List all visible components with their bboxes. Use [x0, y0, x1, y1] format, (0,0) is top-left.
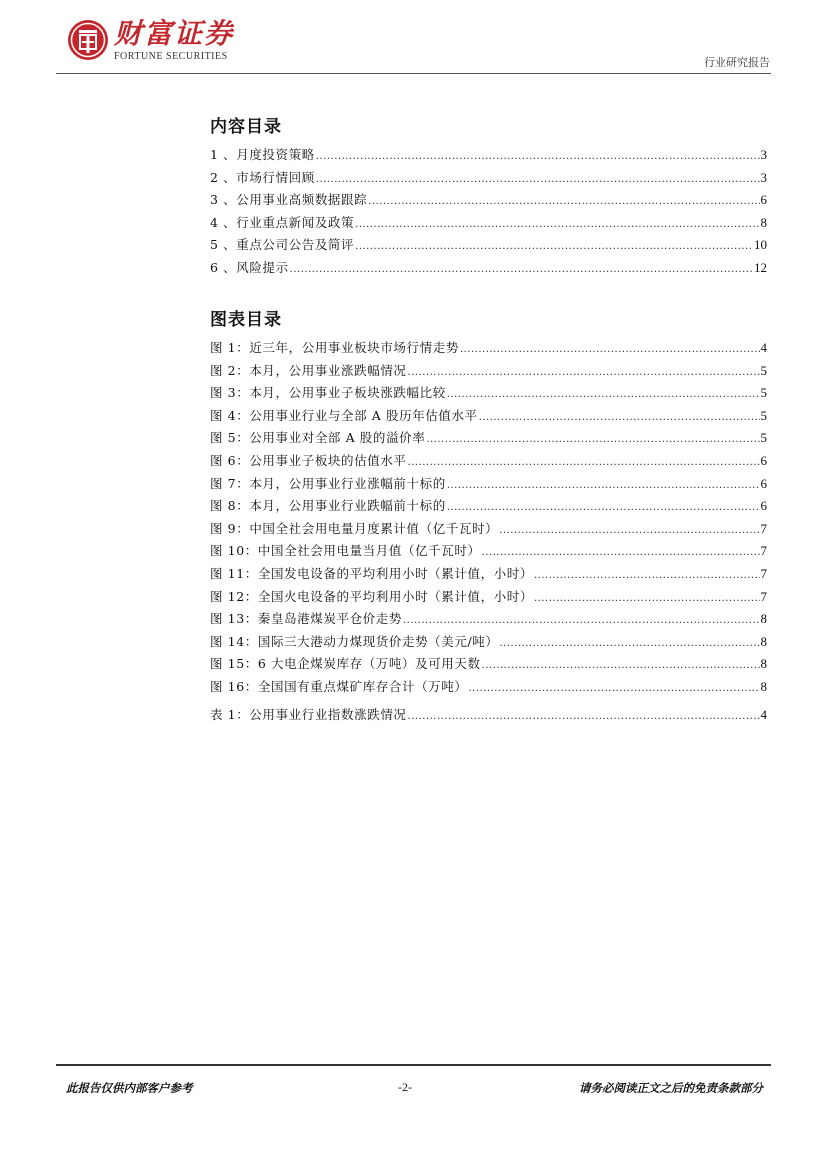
figure-entry[interactable]: 图 6：公用事业子板块的估值水平 ..... 6: [210, 451, 767, 474]
toc-entry[interactable]: 2 、市场行情回顾 ..... 3: [210, 168, 767, 191]
figure-entry[interactable]: 图 3：本月，公用事业子板块涨跌幅比较 ..... 5: [210, 383, 767, 406]
figure-entry[interactable]: 图 13：秦皇岛港煤炭平仓价走势 ..... 8: [210, 609, 767, 632]
tables-list: [210, 705, 767, 728]
company-logo: [66, 18, 234, 62]
figure-entry[interactable]: 图 9：中国全社会用电量月度累计值（亿千瓦时） ..... 7: [210, 519, 767, 542]
toc-entry[interactable]: 1 、月度投资策略 ..... 3: [210, 145, 767, 168]
logo-chinese-name: 财富证券: [114, 17, 235, 50]
figure-entry[interactable]: 图 14：国际三大港动力煤现货价走势（美元/吨） ..... 8: [210, 632, 767, 655]
figure-entry[interactable]: 图 5：公用事业对全部 A 股的溢价率 ..... 5: [210, 428, 767, 451]
report-type-label: 行业研究报告: [704, 56, 770, 69]
page-header: [0, 0, 827, 80]
footer-divider: [56, 1064, 771, 1066]
toc-entry[interactable]: 6 、风险提示 ..... 12: [210, 258, 767, 281]
footer-disclaimer-left: 此报告仅供内部客户参考: [66, 1081, 193, 1095]
figure-entry[interactable]: 图 2：本月，公用事业涨跌幅情况 ..... 5: [210, 361, 767, 384]
page-number: -2-: [398, 1080, 412, 1094]
logo-english-name: FORTUNE SECURITIES: [114, 51, 228, 62]
header-divider: [56, 73, 771, 74]
fortune-seal-icon: [66, 18, 110, 62]
footer-disclaimer-right: 请务必阅读正文之后的免责条款部分: [579, 1081, 763, 1095]
figure-entry[interactable]: 图 10：中国全社会用电量当月值（亿千瓦时） ..... 7: [210, 541, 767, 564]
toc-entry[interactable]: 5 、重点公司公告及简评 ..... 10: [210, 235, 767, 258]
contents-title: 内容目录: [210, 117, 282, 137]
figure-entry[interactable]: 图 7：本月，公用事业行业涨幅前十标的 ..... 6: [210, 474, 767, 497]
figure-entry[interactable]: 图 4：公用事业行业与全部 A 股历年估值水平 ..... 5: [210, 406, 767, 429]
figure-entry[interactable]: 图 12：全国火电设备的平均利用小时（累计值，小时） ..... 7: [210, 587, 767, 610]
figure-entry[interactable]: 图 1：近三年，公用事业板块市场行情走势 ..... 4: [210, 338, 767, 361]
toc-entry[interactable]: 3 、公用事业高频数据跟踪 ..... 6: [210, 190, 767, 213]
figure-entry[interactable]: 图 11：全国发电设备的平均利用小时（累计值，小时） ..... 7: [210, 564, 767, 587]
figure-entry[interactable]: 图 8：本月，公用事业行业跌幅前十标的 ..... 6: [210, 496, 767, 519]
toc-entry[interactable]: 4 、行业重点新闻及政策 ..... 8: [210, 213, 767, 236]
figure-entry[interactable]: 图 15：6 大电企煤炭库存（万吨）及可用天数 ..... 8: [210, 654, 767, 677]
table-entry[interactable]: 表 1：公用事业行业指数涨跌情况 ..... 4: [210, 705, 767, 728]
contents-list: [210, 145, 767, 281]
figures-title: 图表目录: [210, 310, 282, 330]
figure-entry[interactable]: 图 16：全国国有重点煤矿库存合计（万吨） ..... 8: [210, 677, 767, 700]
figures-list: [210, 338, 767, 700]
